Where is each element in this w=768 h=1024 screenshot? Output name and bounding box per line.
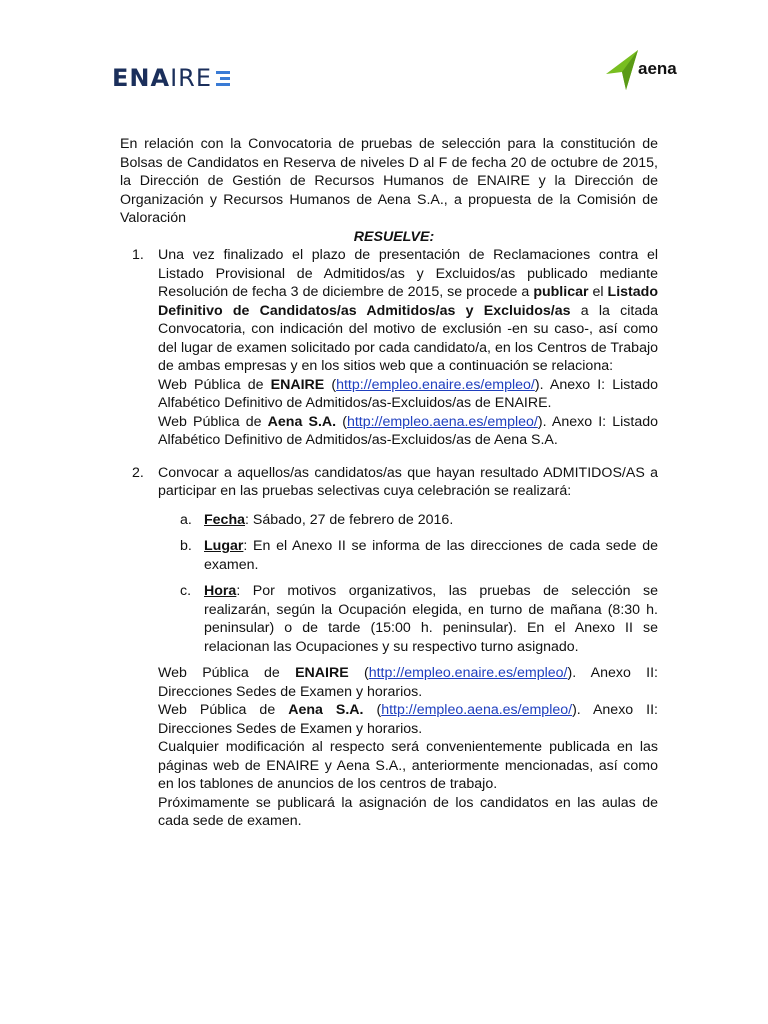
document-body: [120, 135, 658, 845]
aena-logo: [602, 44, 692, 94]
resuelve-heading: RESUELVE:: [353, 228, 435, 245]
sub-letter: a.: [180, 511, 192, 528]
sub-letter: c.: [180, 583, 192, 599]
item1-web-aena: Web Pública de Aena S.A. (http://empleo.aena.es/empleo/). Anexo I: Listado Alfabético Definitivo de Admitidos/as-Excluidos/as de Aena S.A.: [158, 413, 659, 448]
sub-letter: b.: [180, 538, 192, 554]
item1-paragraph: Una vez finalizado el plazo de presentación de Reclamaciones contra el Listado Provisional de Admitidos/as y Excluidos/as publicado mediante Resolución de fecha 3 de diciembre de 2015, se procede a publicar el Listado Definitivo de Candidatos/as Admitidos/as y Excluidos/as a la citada Convocatoria, con indicación del motivo de exclusión -en su caso-, así como del lugar de examen solicitado por cada candidato/a, en los Centros de Trabajo de ambas empresas y en los sitios web que a continuación se relaciona:: [158, 247, 658, 374]
sub-item-fecha: a. Fecha: Sábado, 27 de febrero de 2016.: [180, 511, 454, 528]
aena-leaf-icon: [602, 48, 642, 92]
item2-paragraph: Convocar a aquellos/as candidatos/as que hayan resultado ADMITIDOS/AS a participar en las pruebas selectivas cuya celebración se realizará:: [158, 464, 658, 499]
enaire-logo-text: ENAIRE: [112, 64, 212, 92]
enaire-logo: [112, 62, 232, 94]
item2-web-enaire: Web Pública de ENAIRE (http://empleo.enaire.es/empleo/). Anexo II: Direcciones Sedes de Examen y horarios.: [158, 665, 658, 700]
list-item-1: [120, 246, 658, 450]
page-header: [0, 0, 768, 110]
proximamente-paragraph: Próximamente se publicará la asignación de los candidatos en las aulas de cada sede de examen.: [158, 794, 658, 829]
sub-item-hora: c. Hora: Por motivos organizativos, las pruebas de selección se realizarán, según la Ocupación elegida, en turno de mañana (8:30 h. peninsular) o de tarde (15:00 h. peninsular). En el Anexo II se relacionan las Ocupaciones y su respectivo turno asignado.: [180, 583, 658, 655]
lugar-label: Lugar: [204, 538, 244, 554]
item1-web-enaire: Web Pública de ENAIRE (http://empleo.enaire.es/empleo/). Anexo I: Listado Alfabético Definitivo de Admitidos/as-Excluidos/as de ENAIRE.: [158, 376, 658, 411]
enaire-empleo-link[interactable]: http://empleo.enaire.es/empleo/: [368, 665, 568, 681]
list-number: 2.: [132, 464, 144, 481]
intro-paragraph: En relación con la Convocatoria de pruebas de selección para la constitución de Bolsas de Candidatos en Reserva de niveles D al F de fecha 20 de octubre de 2015, la Dirección de Gestión de Recursos Humanos de ENAIRE y la Dirección de Organización y Recursos Humanos de Aena S.A., a propuesta de la Comisión de Valoración: [120, 136, 658, 226]
list-number: 1.: [132, 247, 144, 263]
enaire-logo-mark-icon: [216, 69, 232, 87]
sub-list: [158, 511, 658, 657]
enaire-empleo-link[interactable]: http://empleo.enaire.es/empleo/: [336, 376, 535, 393]
sub-item-lugar: b. Lugar: En el Anexo II se informa de las direcciones de cada sede de examen.: [180, 538, 658, 573]
modificacion-paragraph: Cualquier modificación al respecto será convenientemente publicada en las páginas web de ENAIRE y Aena S.A., anteriormente mencionadas, así como en los tablones de anuncios de los centros de trabajo.: [158, 739, 658, 792]
fecha-label: Fecha: [204, 511, 246, 528]
list-item-2: [120, 464, 658, 831]
aena-logo-text: aena: [638, 59, 677, 78]
aena-empleo-link[interactable]: http://empleo.aena.es/empleo/: [381, 702, 573, 718]
aena-empleo-link[interactable]: http://empleo.aena.es/empleo/: [346, 413, 538, 430]
hora-label: Hora: [204, 583, 237, 599]
item2-web-aena: Web Pública de Aena S.A. (http://empleo.aena.es/empleo/). Anexo II: Direcciones Sedes de Examen y horarios.: [158, 702, 658, 737]
